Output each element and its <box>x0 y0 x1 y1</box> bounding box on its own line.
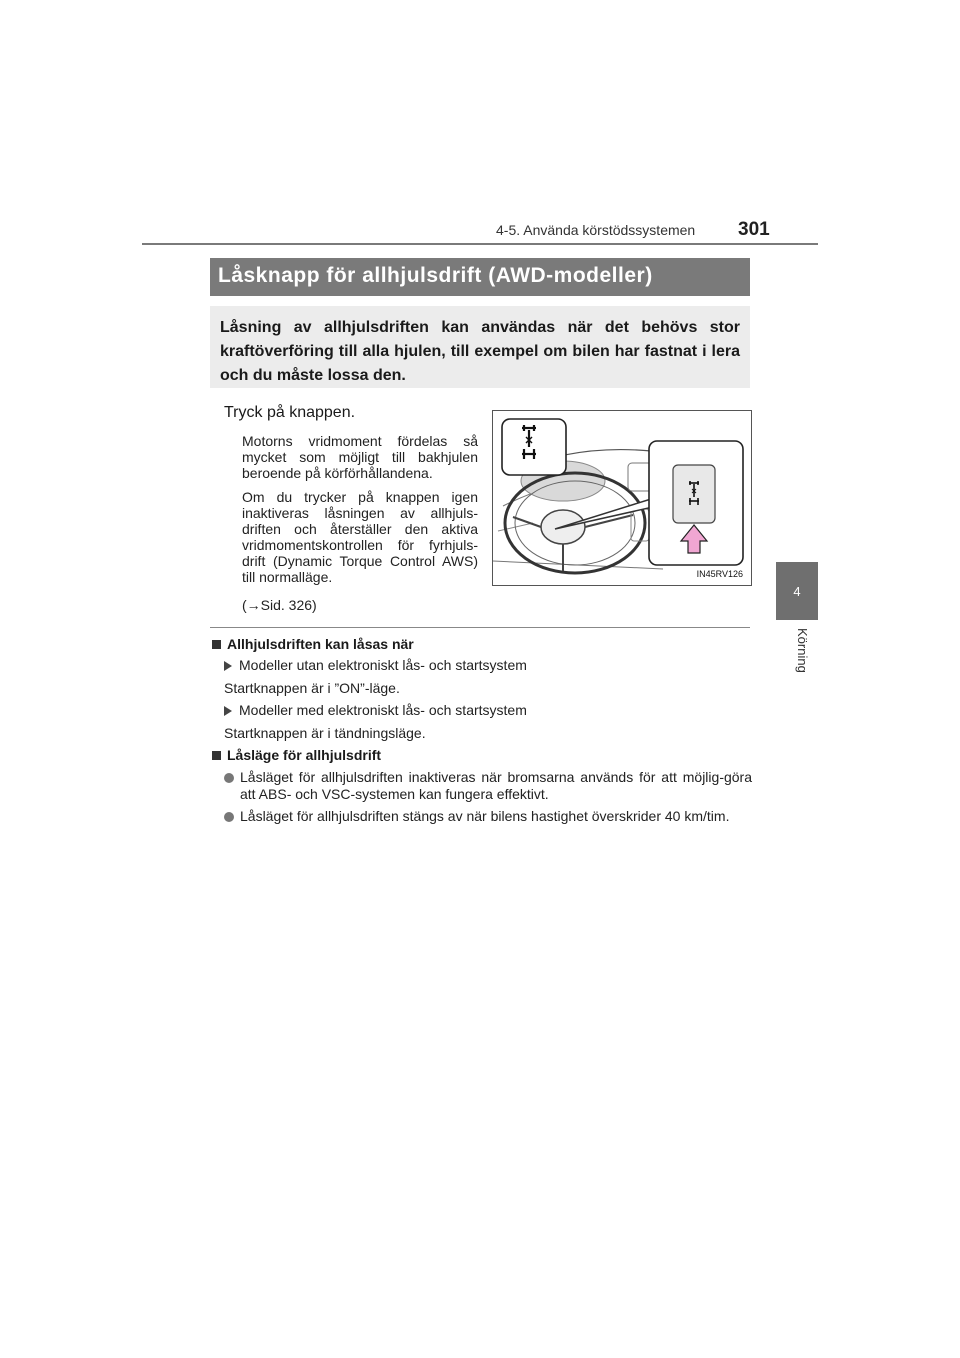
section-title: Låsknapp för allhjulsdrift (AWD-modeller) <box>218 264 653 287</box>
note-heading-1-text: Allhjulsdriften kan låsas när <box>227 636 414 652</box>
sub-text-2: Startknappen är i tändningsläge. <box>224 725 426 741</box>
round-bullet-icon <box>224 773 234 783</box>
note-heading-2 <box>212 747 381 763</box>
section-divider <box>210 627 750 628</box>
header-divider <box>142 243 818 245</box>
section-title-bar <box>210 258 750 296</box>
dashboard-figure <box>492 410 752 586</box>
page-number: 301 <box>738 219 770 240</box>
note-heading-1 <box>212 636 414 652</box>
bullet-text-2: Låsläget för allhjulsdriften stängs av när bilens hastighet överskrider 40 km/tim. <box>240 808 730 824</box>
intro-text: Låsning av allhjulsdriften kan användas när det behövs stor kraftöverföring till alla hjulen, till exempel om bilen har fastnat i lera och du måste lossa den. <box>220 319 740 384</box>
step-detail-ref: (→Sid. 326) <box>242 597 317 613</box>
step-detail-1: Motorns vridmoment fördelas så mycket som möjligt till bakhjulen beroende på körförhållandena. <box>242 433 478 481</box>
square-bullet-icon <box>212 640 221 649</box>
section-reference: 4-5. Använda körstödssystemen <box>496 222 696 238</box>
dashboard-illustration <box>493 411 751 585</box>
step-detail-2: Om du trycker på knappen igen inaktiveras låsningen av allhjuls-driften och återställer den aktiva vridmomentskontrollen för fyrhjuls-drift (Dynamic Torque Control AWS) till normalläge. <box>242 489 478 585</box>
chapter-label: Körning <box>795 628 810 673</box>
chapter-tab: 4 <box>776 562 818 620</box>
step-title: Tryck på knappen. <box>224 404 356 421</box>
figure-code: IN45RV126 <box>696 569 743 579</box>
triangle-bullet-icon <box>224 706 232 716</box>
sub-label-2: Modeller med elektroniskt lås- och startsystem <box>239 702 527 718</box>
intro-box <box>210 306 750 388</box>
sub-text-1: Startknappen är i ”ON”-läge. <box>224 680 400 696</box>
bullet-text-1: Låsläget för allhjulsdriften inaktiveras när bromsarna används för att möjlig-göra att ABS- och VSC-systemen kan fungera effektivt. <box>240 769 752 802</box>
square-bullet-icon <box>212 751 221 760</box>
sub-label-1: Modeller utan elektroniskt lås- och startsystem <box>239 657 527 673</box>
triangle-bullet-icon <box>224 661 232 671</box>
round-bullet-icon <box>224 812 234 822</box>
note-heading-2-text: Låsläge för allhjulsdrift <box>227 747 382 763</box>
